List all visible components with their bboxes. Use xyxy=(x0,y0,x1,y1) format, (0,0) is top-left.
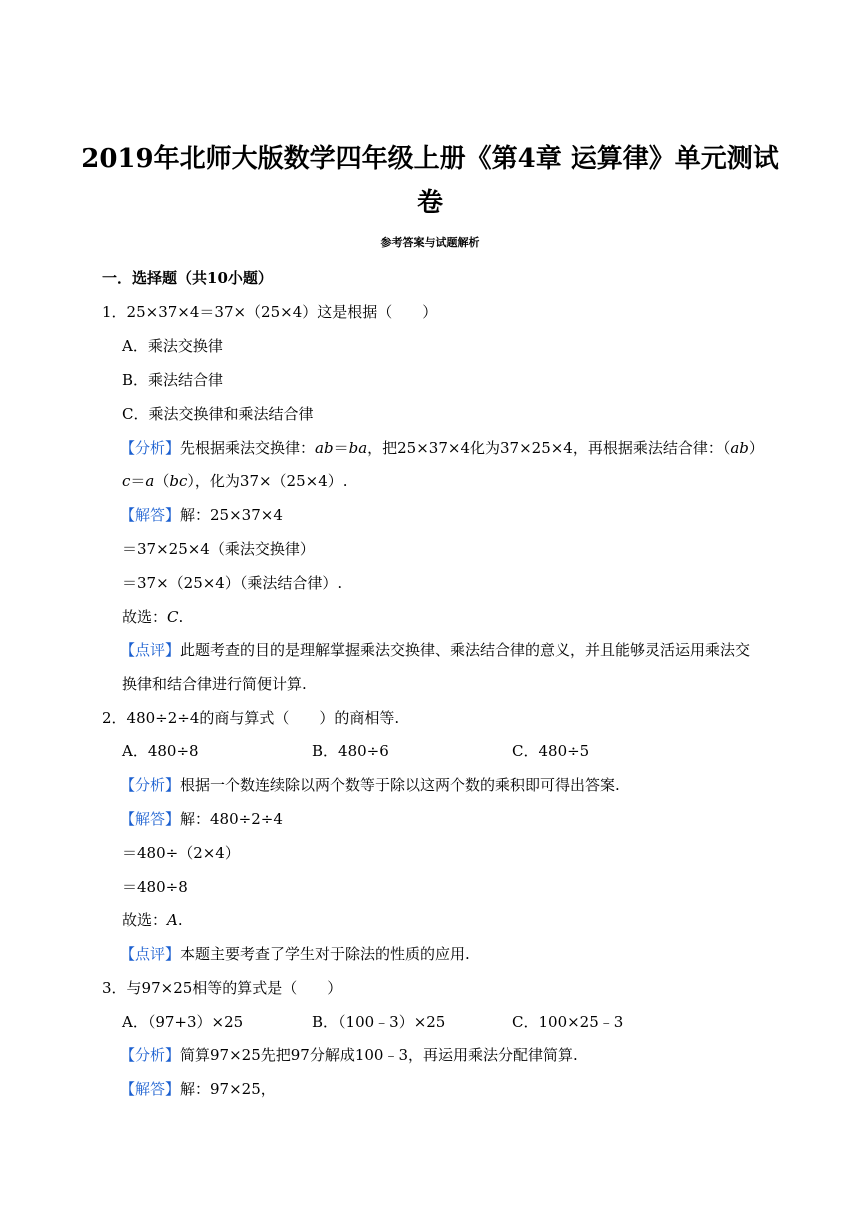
question-1-option-a: A．乘法交换律 xyxy=(122,337,223,355)
question-1-option-b: B．乘法结合律 xyxy=(122,371,224,389)
answer-text: 解：97×25， xyxy=(180,1080,276,1098)
question-3-stem: 3．与97×25相等的算式是（ ） xyxy=(102,979,343,997)
analysis-text: ），化为37×（25×4）. xyxy=(187,472,348,490)
analysis-var: ab xyxy=(315,439,334,457)
analysis-text: 简算97×25先把97分解成100﹣3，再运用乘法分配律简算. xyxy=(180,1046,578,1064)
question-2-analysis xyxy=(120,775,620,795)
question-2-stem: 2．480÷2÷4的商与算式（ ）的商相等. xyxy=(102,709,400,727)
analysis-text: ＝ xyxy=(130,472,146,490)
answer-tag: 【解答】 xyxy=(120,506,181,524)
question-3-answer xyxy=(120,1079,276,1099)
choice-suffix: . xyxy=(178,608,184,626)
analysis-tag: 【分析】 xyxy=(120,1046,181,1064)
document-subtitle: 参考答案与试题解析 xyxy=(380,236,480,249)
answer-text: 解：480÷2÷4 xyxy=(180,810,283,828)
question-2-answer xyxy=(120,809,283,829)
section-heading: 一．选择题（共10小题） xyxy=(102,269,273,287)
question-1-comment-continued: 换律和结合律进行简便计算. xyxy=(122,675,307,693)
analysis-var: bc xyxy=(169,472,188,490)
question-2-option-a: A．480÷8 xyxy=(122,742,199,760)
question-2-answer-step-3: ＝480÷8 xyxy=(122,878,188,896)
question-3-option-b: B．（100﹣3）×25 xyxy=(312,1013,446,1031)
choice-prefix: 故选： xyxy=(122,911,168,929)
question-1-analysis xyxy=(120,438,764,458)
question-1-stem: 1．25×37×4＝37×（25×4）这是根据（ ） xyxy=(102,303,438,321)
question-1-answer-step-2: ＝37×25×4（乘法交换律） xyxy=(122,540,315,558)
analysis-text: ） xyxy=(748,439,764,457)
choice-prefix: 故选： xyxy=(122,608,168,626)
question-2-choice xyxy=(122,910,183,930)
choice-letter: A xyxy=(167,911,178,929)
analysis-var: ab xyxy=(730,439,749,457)
choice-letter: C xyxy=(167,608,179,626)
question-3-analysis xyxy=(120,1045,578,1065)
question-2-option-c: C．480÷5 xyxy=(512,742,590,760)
analysis-var: ba xyxy=(348,439,368,457)
question-1-choice xyxy=(122,607,183,627)
comment-text: 此题考查的目的是理解掌握乘法交换律、乘法结合律的意义，并且能够灵活运用乘法交 xyxy=(180,641,751,659)
question-2-option-b: B．480÷6 xyxy=(312,742,389,760)
comment-tag: 【点评】 xyxy=(120,641,181,659)
answer-tag: 【解答】 xyxy=(120,810,181,828)
document-title-line-2: 卷 xyxy=(416,188,443,218)
document-title-line-1: 2019年北师大版数学四年级上册《第4章 运算律》单元测试 xyxy=(81,144,779,174)
question-1-option-c: C．乘法交换律和乘法结合律 xyxy=(122,405,314,423)
comment-text: 本题主要考查了学生对于除法的性质的应用. xyxy=(180,945,470,963)
analysis-text: ，把25×37×4化为37×25×4，再根据乘法结合律：（ xyxy=(367,439,731,457)
analysis-text: 根据一个数连续除以两个数等于除以这两个数的乘积即可得出答案. xyxy=(180,776,620,794)
analysis-text: ＝ xyxy=(333,439,349,457)
question-3-option-c: C．100×25﹣3 xyxy=(512,1013,624,1031)
question-1-analysis-continued xyxy=(122,471,348,491)
analysis-var: c xyxy=(122,472,131,490)
question-2-answer-step-2: ＝480÷（2×4） xyxy=(122,844,240,862)
question-1-answer-step-3: ＝37×（25×4）（乘法结合律）. xyxy=(122,574,343,592)
analysis-text: （ xyxy=(154,472,170,490)
answer-tag: 【解答】 xyxy=(120,1080,181,1098)
answer-text: 解：25×37×4 xyxy=(180,506,283,524)
comment-tag: 【点评】 xyxy=(120,945,181,963)
analysis-tag: 【分析】 xyxy=(120,776,181,794)
analysis-tag: 【分析】 xyxy=(120,439,181,457)
analysis-text: 先根据乘法交换律： xyxy=(180,439,316,457)
choice-suffix: . xyxy=(177,911,183,929)
question-1-answer xyxy=(120,505,283,525)
question-1-comment xyxy=(120,640,750,660)
question-3-option-a: A．（97+3）×25 xyxy=(122,1013,244,1031)
question-2-comment xyxy=(120,944,470,964)
analysis-var: a xyxy=(145,472,155,490)
